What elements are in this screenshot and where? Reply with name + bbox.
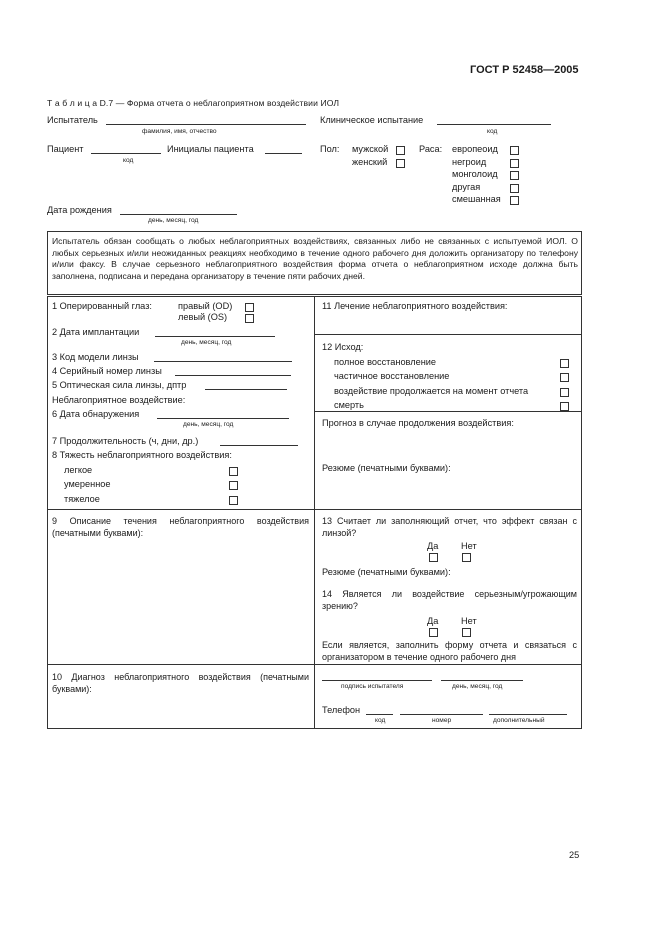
race-option: смешанная — [452, 194, 501, 204]
patient-code-hint: код — [123, 157, 134, 164]
signature-date-field[interactable] — [441, 680, 523, 681]
q10-label: 10 Диагноз неблагоприятного воздействия (печатными буквами): — [52, 672, 309, 694]
birth-date-field[interactable] — [120, 214, 237, 215]
severity-checkbox[interactable] — [229, 467, 238, 476]
q5-label: 5 Оптическая сила линзы, дптр — [52, 380, 187, 390]
q13-yes-checkbox[interactable] — [429, 553, 438, 562]
initials-label: Инициалы пациента — [167, 144, 254, 154]
q2-field[interactable] — [155, 336, 275, 337]
summary-label: Резюме (печатными буквами): — [322, 463, 451, 473]
adverse-label: Неблагоприятное воздействие: — [52, 395, 186, 405]
race-option: другая — [452, 182, 481, 192]
race-checkbox[interactable] — [510, 159, 519, 168]
race-option: монголоид — [452, 169, 498, 179]
q14-label: 14 Является ли воздействие серьезным/угрожающим зрению? — [322, 589, 577, 611]
phone-number-hint: номер — [432, 717, 452, 724]
row-divider — [314, 411, 582, 412]
page-number: 25 — [569, 850, 580, 860]
sex-label: Пол: — [320, 144, 340, 154]
clinical-trial-field[interactable] — [437, 124, 551, 125]
standard-number: ГОСТ Р 52458—2005 — [470, 64, 579, 76]
q6-hint: день, месяц, год — [183, 421, 234, 428]
signature-hint: подпись испытателя — [341, 683, 404, 690]
birth-date-label: Дата рождения — [47, 205, 112, 215]
q6-label: 6 Дата обнаружения — [52, 409, 140, 419]
q5-field[interactable] — [205, 389, 287, 390]
q13-no-label: Нет — [461, 541, 477, 551]
sex-male-label: мужской — [352, 144, 389, 154]
q14-no-label: Нет — [461, 616, 477, 626]
q1-od-label: правый (OD) — [178, 301, 233, 311]
q2-label: 2 Дата имплантации — [52, 327, 140, 337]
q3-field[interactable] — [154, 361, 292, 362]
race-checkbox[interactable] — [510, 171, 519, 180]
birth-date-hint: день, месяц, год — [148, 217, 199, 224]
q9-label: 9 Описание течения неблагоприятного воздействия (печатными буквами): — [52, 516, 309, 538]
q14-no-checkbox[interactable] — [462, 628, 471, 637]
q11-label: 11 Лечение неблагоприятного воздействия: — [322, 301, 508, 311]
phone-label: Телефон — [322, 705, 361, 715]
q1-os-label: левый (OS) — [178, 312, 228, 322]
phone-number-field[interactable] — [400, 714, 483, 715]
q13-label: 13 Считает ли заполняющий отчет, что эффект связан с линзой? — [322, 516, 577, 538]
outcome-checkbox[interactable] — [560, 388, 569, 397]
race-checkbox[interactable] — [510, 184, 519, 193]
phone-extra-hint: дополнительный — [493, 717, 545, 724]
severity-option: умеренное — [64, 479, 111, 489]
severity-option: легкое — [64, 465, 93, 475]
outcome-checkbox[interactable] — [560, 373, 569, 382]
race-option: негроид — [452, 157, 487, 167]
q4-field[interactable] — [175, 375, 291, 376]
outcome-option: частичное восстановление — [334, 371, 450, 381]
severity-checkbox[interactable] — [229, 496, 238, 505]
clinical-trial-code-hint: код — [487, 128, 498, 135]
q8-label: 8 Тяжесть неблагоприятного воздействия: — [52, 450, 232, 460]
summary2-label: Резюме (печатными буквами): — [322, 567, 451, 577]
q4-label: 4 Серийный номер линзы — [52, 366, 162, 376]
phone-extra-field[interactable] — [489, 714, 567, 715]
phone-code-hint: код — [375, 717, 386, 724]
q7-field[interactable] — [220, 445, 298, 446]
clinical-trial-label: Клиническое испытание — [320, 115, 424, 125]
table-title: Т а б л и ц а D.7 — Форма отчета о неблагоприятном воздействии ИОЛ — [47, 98, 340, 108]
investigator-field[interactable] — [106, 124, 306, 125]
outcome-option: воздействие продолжается на момент отчета — [334, 386, 529, 396]
prognosis-label: Прогноз в случае продолжения воздействия: — [322, 418, 514, 428]
patient-field[interactable] — [91, 153, 161, 154]
q12-label: 12 Исход: — [322, 342, 364, 352]
race-checkbox[interactable] — [510, 196, 519, 205]
severity-checkbox[interactable] — [229, 481, 238, 490]
signature-field[interactable] — [322, 680, 432, 681]
outcome-option: смерть — [334, 400, 364, 410]
row-divider — [314, 334, 582, 335]
row-divider — [314, 509, 582, 510]
if-yes-note: Если является, заполнить форму отчета и связаться с организатором в течение одного рабочего дня — [322, 640, 577, 662]
q13-yes-label: Да — [427, 541, 439, 551]
sex-female-label: женский — [352, 157, 388, 167]
q14-yes-checkbox[interactable] — [429, 628, 438, 637]
outcome-option: полное восстановление — [334, 357, 437, 367]
q7-label: 7 Продолжительность (ч, дни, др.) — [52, 436, 199, 446]
q1-od-checkbox[interactable] — [245, 303, 254, 312]
q1-label: 1 Оперированный глаз: — [52, 301, 152, 311]
notice-text: Испытатель обязан сообщать о любых неблагоприятных воздействиях, связанных либо не связанных с испытуемой ИОЛ. О любых серьезных и/или неожиданных реакциях необходимо в течение одного рабочего дня доложить организатору по телефону и/или факсу. В случае серьезного неблагоприятного воздействия форма отчета о неблагоприятном исходе должна быть заполнена, подписана и передана организатору в течение пяти рабочих дней. — [52, 236, 578, 281]
race-label: Раса: — [419, 144, 443, 154]
q13-no-checkbox[interactable] — [462, 553, 471, 562]
investigator-label: Испытатель — [47, 115, 98, 125]
investigator-hint: фамилия, имя, отчество — [142, 128, 217, 135]
race-checkbox[interactable] — [510, 146, 519, 155]
outcome-checkbox[interactable] — [560, 359, 569, 368]
race-option: европеоид — [452, 144, 498, 154]
sex-female-checkbox[interactable] — [396, 159, 405, 168]
initials-field[interactable] — [265, 153, 302, 154]
q14-yes-label: Да — [427, 616, 439, 626]
q6-field[interactable] — [157, 418, 289, 419]
phone-code-field[interactable] — [366, 714, 393, 715]
row-divider — [47, 509, 314, 510]
signature-date-hint: день, месяц, год — [452, 683, 503, 690]
patient-label: Пациент — [47, 144, 84, 154]
outcome-checkbox[interactable] — [560, 402, 569, 411]
row-divider — [314, 664, 582, 665]
sex-male-checkbox[interactable] — [396, 146, 405, 155]
q1-os-checkbox[interactable] — [245, 314, 254, 323]
row-divider — [47, 664, 314, 665]
q2-hint: день, месяц, год — [181, 339, 232, 346]
severity-option: тяжелое — [64, 494, 100, 504]
q3-label: 3 Код модели линзы — [52, 352, 139, 362]
